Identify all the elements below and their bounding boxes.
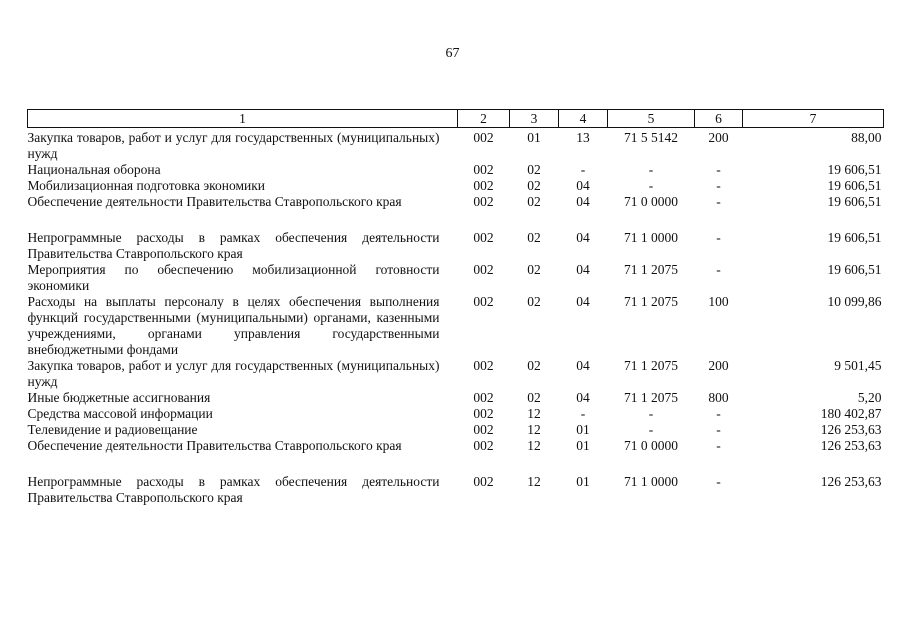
amount-cell: 19 606,51 [827, 162, 882, 177]
code-cell: 71 0 0000 [624, 194, 678, 209]
table-row [28, 294, 884, 358]
code-cell: 002 [473, 406, 494, 421]
code-cell: 100 [708, 294, 729, 309]
code-cell: - [716, 422, 721, 437]
expense-name: Средства массовой информации [27, 406, 213, 421]
code-cell: 02 [527, 294, 541, 309]
code-cell: 002 [473, 230, 494, 245]
amount-cell: 19 606,51 [827, 230, 882, 245]
expense-name: Закупка товаров, работ и услуг для государственных (муниципальных) нужд [27, 358, 440, 389]
column-header: 4 [559, 110, 608, 128]
code-cell: 04 [576, 230, 590, 245]
code-cell: 002 [473, 474, 494, 489]
code-cell: 04 [576, 194, 590, 209]
code-cell: 04 [576, 390, 590, 405]
column-header: 3 [510, 110, 559, 128]
budget-table [27, 109, 884, 506]
code-cell: 12 [527, 406, 541, 421]
amount-cell: 126 253,63 [820, 422, 882, 437]
code-cell: 002 [473, 178, 494, 193]
expense-name: Мероприятия по обеспечению мобилизационной готовности экономики [27, 262, 440, 293]
code-cell: 04 [576, 178, 590, 193]
column-header: 1 [28, 110, 458, 128]
table-row [28, 178, 884, 194]
expense-name: Закупка товаров, работ и услуг для государственных (муниципальных) нужд [27, 130, 440, 161]
code-cell: 04 [576, 262, 590, 277]
column-header: 5 [608, 110, 695, 128]
table-header-row [28, 110, 884, 128]
code-cell: - [716, 178, 721, 193]
code-cell: 13 [576, 130, 590, 145]
amount-cell: 19 606,51 [827, 178, 882, 193]
code-cell: 12 [527, 438, 541, 453]
code-cell: 002 [473, 358, 494, 373]
code-cell: - [716, 474, 721, 489]
code-cell: 02 [527, 194, 541, 209]
code-cell: 04 [576, 294, 590, 309]
code-cell: - [716, 438, 721, 453]
column-header: 6 [695, 110, 743, 128]
table-row [28, 390, 884, 406]
amount-cell: 126 253,63 [820, 474, 882, 489]
code-cell: - [716, 262, 721, 277]
code-cell: - [716, 406, 721, 421]
code-cell: - [648, 406, 654, 421]
code-cell: 02 [527, 358, 541, 373]
code-cell: 01 [576, 422, 590, 437]
expense-name: Иные бюджетные ассигнования [27, 390, 211, 405]
amount-cell: 10 099,86 [827, 294, 882, 309]
expense-name: Обеспечение деятельности Правительства Ставропольского края [27, 194, 402, 209]
table-row [28, 358, 884, 390]
code-cell: - [716, 230, 721, 245]
code-cell: 800 [708, 390, 729, 405]
code-cell: 71 1 0000 [624, 230, 678, 245]
amount-cell: 5,20 [857, 390, 882, 405]
amount-cell: 88,00 [851, 130, 882, 145]
table-row [28, 162, 884, 178]
code-cell: 71 1 2075 [624, 294, 678, 309]
code-cell: - [580, 162, 586, 177]
table-row [28, 262, 884, 294]
table-row [28, 438, 884, 474]
expense-name: Телевидение и радиовещание [27, 422, 198, 437]
expense-name: Расходы на выплаты персоналу в целях обеспечения выполнения функций государственными (муниципальными) органами, казенными учреждениями, органами управления государственными внебюджетными фондами [27, 294, 440, 357]
table-row [28, 474, 884, 506]
code-cell: 002 [473, 390, 494, 405]
code-cell: 002 [473, 438, 494, 453]
table-row [28, 230, 884, 262]
code-cell: - [580, 406, 586, 421]
code-cell: 02 [527, 162, 541, 177]
code-cell: 71 1 2075 [624, 390, 678, 405]
code-cell: 71 5 5142 [624, 130, 678, 145]
amount-cell: 126 253,63 [820, 438, 882, 453]
code-cell: 71 1 0000 [624, 474, 678, 489]
code-cell: - [648, 162, 654, 177]
expense-name: Мобилизационная подготовка экономики [27, 178, 266, 193]
code-cell: 01 [576, 438, 590, 453]
amount-cell: 19 606,51 [827, 262, 882, 277]
code-cell: 01 [576, 474, 590, 489]
table-row [28, 128, 884, 163]
code-cell: - [716, 162, 721, 177]
code-cell: - [716, 194, 721, 209]
code-cell: 200 [708, 130, 729, 145]
amount-cell: 180 402,87 [820, 406, 882, 421]
column-header: 2 [458, 110, 510, 128]
page-number: 67 [445, 46, 460, 61]
code-cell: 12 [527, 422, 541, 437]
column-header: 7 [743, 110, 884, 128]
expense-name: Обеспечение деятельности Правительства Ставропольского края [27, 438, 402, 453]
code-cell: 002 [473, 262, 494, 277]
table-row [28, 406, 884, 422]
code-cell: 002 [473, 294, 494, 309]
table-row [28, 422, 884, 438]
code-cell: 71 0 0000 [624, 438, 678, 453]
code-cell: 002 [473, 422, 494, 437]
code-cell: 71 1 2075 [624, 358, 678, 373]
table-row [28, 194, 884, 230]
code-cell: 02 [527, 178, 541, 193]
code-cell: 71 1 2075 [624, 262, 678, 277]
expense-name: Непрограммные расходы в рамках обеспечения деятельности Правительства Ставропольского края [27, 230, 440, 261]
expense-name: Национальная оборона [27, 162, 161, 177]
amount-cell: 19 606,51 [827, 194, 882, 209]
code-cell: 02 [527, 262, 541, 277]
expense-name: Непрограммные расходы в рамках обеспечения деятельности Правительства Ставропольского края [27, 474, 440, 505]
code-cell: 002 [473, 194, 494, 209]
code-cell: - [648, 422, 654, 437]
code-cell: - [648, 178, 654, 193]
code-cell: 200 [708, 358, 729, 373]
code-cell: 12 [527, 474, 541, 489]
code-cell: 002 [473, 130, 494, 145]
amount-cell: 9 501,45 [834, 358, 882, 373]
code-cell: 04 [576, 358, 590, 373]
code-cell: 02 [527, 230, 541, 245]
code-cell: 002 [473, 162, 494, 177]
code-cell: 01 [527, 130, 541, 145]
code-cell: 02 [527, 390, 541, 405]
